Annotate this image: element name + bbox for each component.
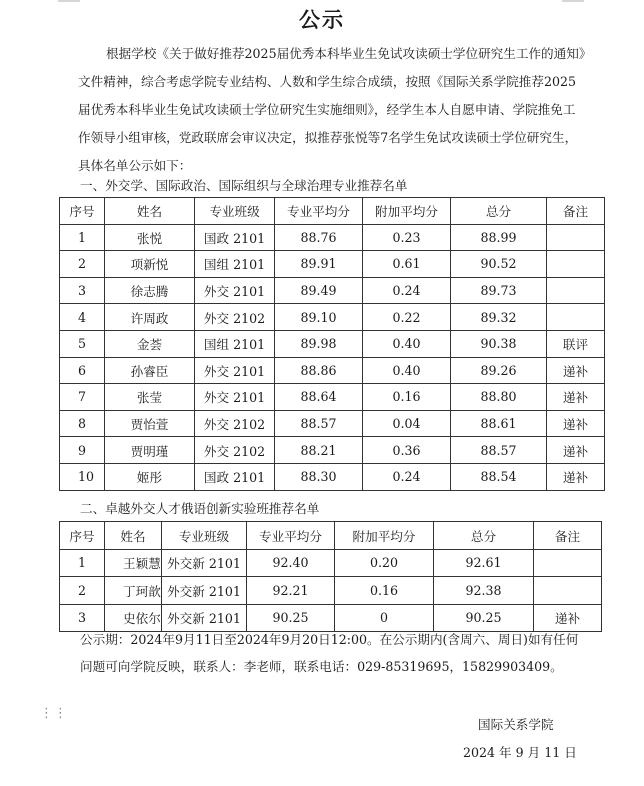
student-name: 史依尔 bbox=[105, 604, 162, 632]
column-header: 总分 bbox=[434, 522, 534, 550]
remark bbox=[547, 304, 605, 331]
column-header: 序号 bbox=[60, 522, 105, 550]
remark: 递补 bbox=[547, 437, 605, 464]
table-row bbox=[60, 410, 605, 437]
column-header: 序号 bbox=[60, 198, 105, 225]
page-corner-mark-right bbox=[562, 0, 584, 2]
student-name: 张莹 bbox=[105, 384, 195, 411]
bonus-average: 0.04 bbox=[363, 410, 451, 437]
bonus-average: 0.24 bbox=[363, 277, 451, 304]
major-average: 89.98 bbox=[275, 330, 363, 357]
total-score: 88.54 bbox=[451, 463, 547, 490]
major-average: 88.21 bbox=[275, 437, 363, 464]
major-average: 92.40 bbox=[247, 549, 335, 577]
table-row bbox=[60, 463, 605, 490]
student-name: 贾怡萱 bbox=[105, 410, 195, 437]
bonus-average: 0 bbox=[335, 604, 434, 632]
major-average: 89.49 bbox=[275, 277, 363, 304]
student-name: 许周政 bbox=[105, 304, 195, 331]
total-score: 92.61 bbox=[434, 549, 534, 577]
class-name: 国组 2101 bbox=[195, 330, 275, 357]
row-number: 1 bbox=[60, 224, 105, 251]
row-number: 2 bbox=[60, 251, 105, 278]
page-title: 公示 bbox=[299, 8, 345, 32]
total-score: 90.25 bbox=[434, 604, 534, 632]
table-row bbox=[60, 304, 605, 331]
section1-header-row bbox=[60, 198, 605, 225]
class-name: 外交新 2101 bbox=[162, 577, 247, 605]
class-name: 外交 2101 bbox=[195, 384, 275, 411]
student-name: 张悦 bbox=[105, 224, 195, 251]
total-score: 88.80 bbox=[451, 384, 547, 411]
student-name: 姬彤 bbox=[105, 463, 195, 490]
class-name: 国政 2101 bbox=[195, 463, 275, 490]
class-name: 外交 2101 bbox=[195, 357, 275, 384]
intro-paragraph: 根据学校《关于做好推荐2025届优秀本科毕业生免试攻读硕士学位研究生工作的通知》文件精神，综合考虑学院专业结构、人数和学生综合成绩，按照《国际关系学院推荐2025届优秀本科毕业生免试攻读硕士学位研究生实施细则》，经学生本人自愿申请、学院推免工作领导小组审核，党政联席会审议决定，拟推荐张悦等7名学生免试攻读硕士学位研究生，具体名单公示如下： bbox=[78, 46, 586, 173]
row-number: 3 bbox=[60, 277, 105, 304]
row-number: 9 bbox=[60, 437, 105, 464]
bonus-average: 0.22 bbox=[363, 304, 451, 331]
major-average: 89.10 bbox=[275, 304, 363, 331]
table-row bbox=[60, 330, 605, 357]
bonus-average: 0.36 bbox=[363, 437, 451, 464]
row-number: 1 bbox=[60, 549, 105, 577]
table-row bbox=[60, 549, 602, 577]
row-number: 5 bbox=[60, 330, 105, 357]
student-name: 贾明瑾 bbox=[105, 437, 195, 464]
major-average: 89.91 bbox=[275, 251, 363, 278]
table-row bbox=[60, 224, 605, 251]
row-number: 8 bbox=[60, 410, 105, 437]
student-name: 丁珂歆 bbox=[105, 577, 162, 605]
row-number: 10 bbox=[60, 463, 105, 490]
column-header: 备注 bbox=[547, 198, 605, 225]
table-row bbox=[60, 577, 602, 605]
page-corner-mark-left bbox=[58, 0, 80, 2]
major-average: 88.64 bbox=[275, 384, 363, 411]
total-score: 92.38 bbox=[434, 577, 534, 605]
column-header: 附加平均分 bbox=[335, 522, 434, 550]
total-score: 90.52 bbox=[451, 251, 547, 278]
table-row bbox=[60, 251, 605, 278]
column-header: 专业班级 bbox=[162, 522, 247, 550]
bonus-average: 0.20 bbox=[335, 549, 434, 577]
remark: 联评 bbox=[547, 330, 605, 357]
remark bbox=[547, 224, 605, 251]
remark: 递补 bbox=[547, 410, 605, 437]
bonus-average: 0.24 bbox=[363, 463, 451, 490]
class-name: 外交 2102 bbox=[195, 304, 275, 331]
column-header: 姓名 bbox=[105, 198, 195, 225]
class-name: 外交新 2101 bbox=[162, 549, 247, 577]
total-score: 90.38 bbox=[451, 330, 547, 357]
student-name: 项新悦 bbox=[105, 251, 195, 278]
bonus-average: 0.23 bbox=[363, 224, 451, 251]
row-number: 2 bbox=[60, 577, 105, 605]
section2-heading: 二、卓越外交人才俄语创新实验班推荐名单 bbox=[80, 501, 320, 516]
remark bbox=[534, 577, 602, 605]
total-score: 88.61 bbox=[451, 410, 547, 437]
student-name: 王颖慧 bbox=[105, 549, 162, 577]
column-header: 总分 bbox=[451, 198, 547, 225]
major-average: 90.25 bbox=[247, 604, 335, 632]
bonus-average: 0.61 bbox=[363, 251, 451, 278]
column-header: 专业平均分 bbox=[247, 522, 335, 550]
class-name: 国政 2101 bbox=[195, 224, 275, 251]
column-header: 姓名 bbox=[105, 522, 162, 550]
section2-table bbox=[59, 521, 602, 632]
total-score: 89.32 bbox=[451, 304, 547, 331]
remark bbox=[547, 251, 605, 278]
class-name: 国组 2101 bbox=[195, 251, 275, 278]
signature-org: 国际关系学院 bbox=[478, 717, 554, 732]
row-number: 6 bbox=[60, 357, 105, 384]
major-average: 88.86 bbox=[275, 357, 363, 384]
drag-handle-icon[interactable]: ⋮⋮ bbox=[40, 706, 68, 721]
student-name: 孙睿臣 bbox=[105, 357, 195, 384]
table-row bbox=[60, 357, 605, 384]
class-name: 外交 2101 bbox=[195, 277, 275, 304]
bonus-average: 0.16 bbox=[363, 384, 451, 411]
remark: 递补 bbox=[547, 384, 605, 411]
bonus-average: 0.16 bbox=[335, 577, 434, 605]
column-header: 附加平均分 bbox=[363, 198, 451, 225]
student-name: 徐志腾 bbox=[105, 277, 195, 304]
bonus-average: 0.40 bbox=[363, 357, 451, 384]
remark bbox=[534, 549, 602, 577]
remark: 递补 bbox=[547, 357, 605, 384]
column-header: 备注 bbox=[534, 522, 602, 550]
total-score: 89.26 bbox=[451, 357, 547, 384]
major-average: 88.76 bbox=[275, 224, 363, 251]
row-number: 7 bbox=[60, 384, 105, 411]
remark: 递补 bbox=[547, 463, 605, 490]
class-name: 外交新 2101 bbox=[162, 604, 247, 632]
column-header: 专业班级 bbox=[195, 198, 275, 225]
major-average: 88.57 bbox=[275, 410, 363, 437]
notice-paragraph: 公示期：2024年9月11日至2024年9月20日12:00。在公示期内(含周六、周日)如有任何问题可向学院反映，联系人：李老师，联系电话：029-85319695，15829903409。 bbox=[80, 632, 579, 674]
class-name: 外交 2102 bbox=[195, 410, 275, 437]
row-number: 4 bbox=[60, 304, 105, 331]
table-row bbox=[60, 277, 605, 304]
total-score: 88.57 bbox=[451, 437, 547, 464]
major-average: 92.21 bbox=[247, 577, 335, 605]
row-number: 3 bbox=[60, 604, 105, 632]
section1-table bbox=[59, 197, 605, 491]
section1-heading: 一、外交学、国际政治、国际组织与全球治理专业推荐名单 bbox=[80, 178, 408, 193]
signature-date: 2024 年 9 月 11 日 bbox=[463, 745, 577, 760]
table-row bbox=[60, 384, 605, 411]
table-row bbox=[60, 437, 605, 464]
remark bbox=[547, 277, 605, 304]
major-average: 88.30 bbox=[275, 463, 363, 490]
column-header: 专业平均分 bbox=[275, 198, 363, 225]
total-score: 89.73 bbox=[451, 277, 547, 304]
student-name: 金荟 bbox=[105, 330, 195, 357]
bonus-average: 0.40 bbox=[363, 330, 451, 357]
remark: 递补 bbox=[534, 604, 602, 632]
section2-header-row bbox=[60, 522, 602, 550]
class-name: 外交 2102 bbox=[195, 437, 275, 464]
total-score: 88.99 bbox=[451, 224, 547, 251]
